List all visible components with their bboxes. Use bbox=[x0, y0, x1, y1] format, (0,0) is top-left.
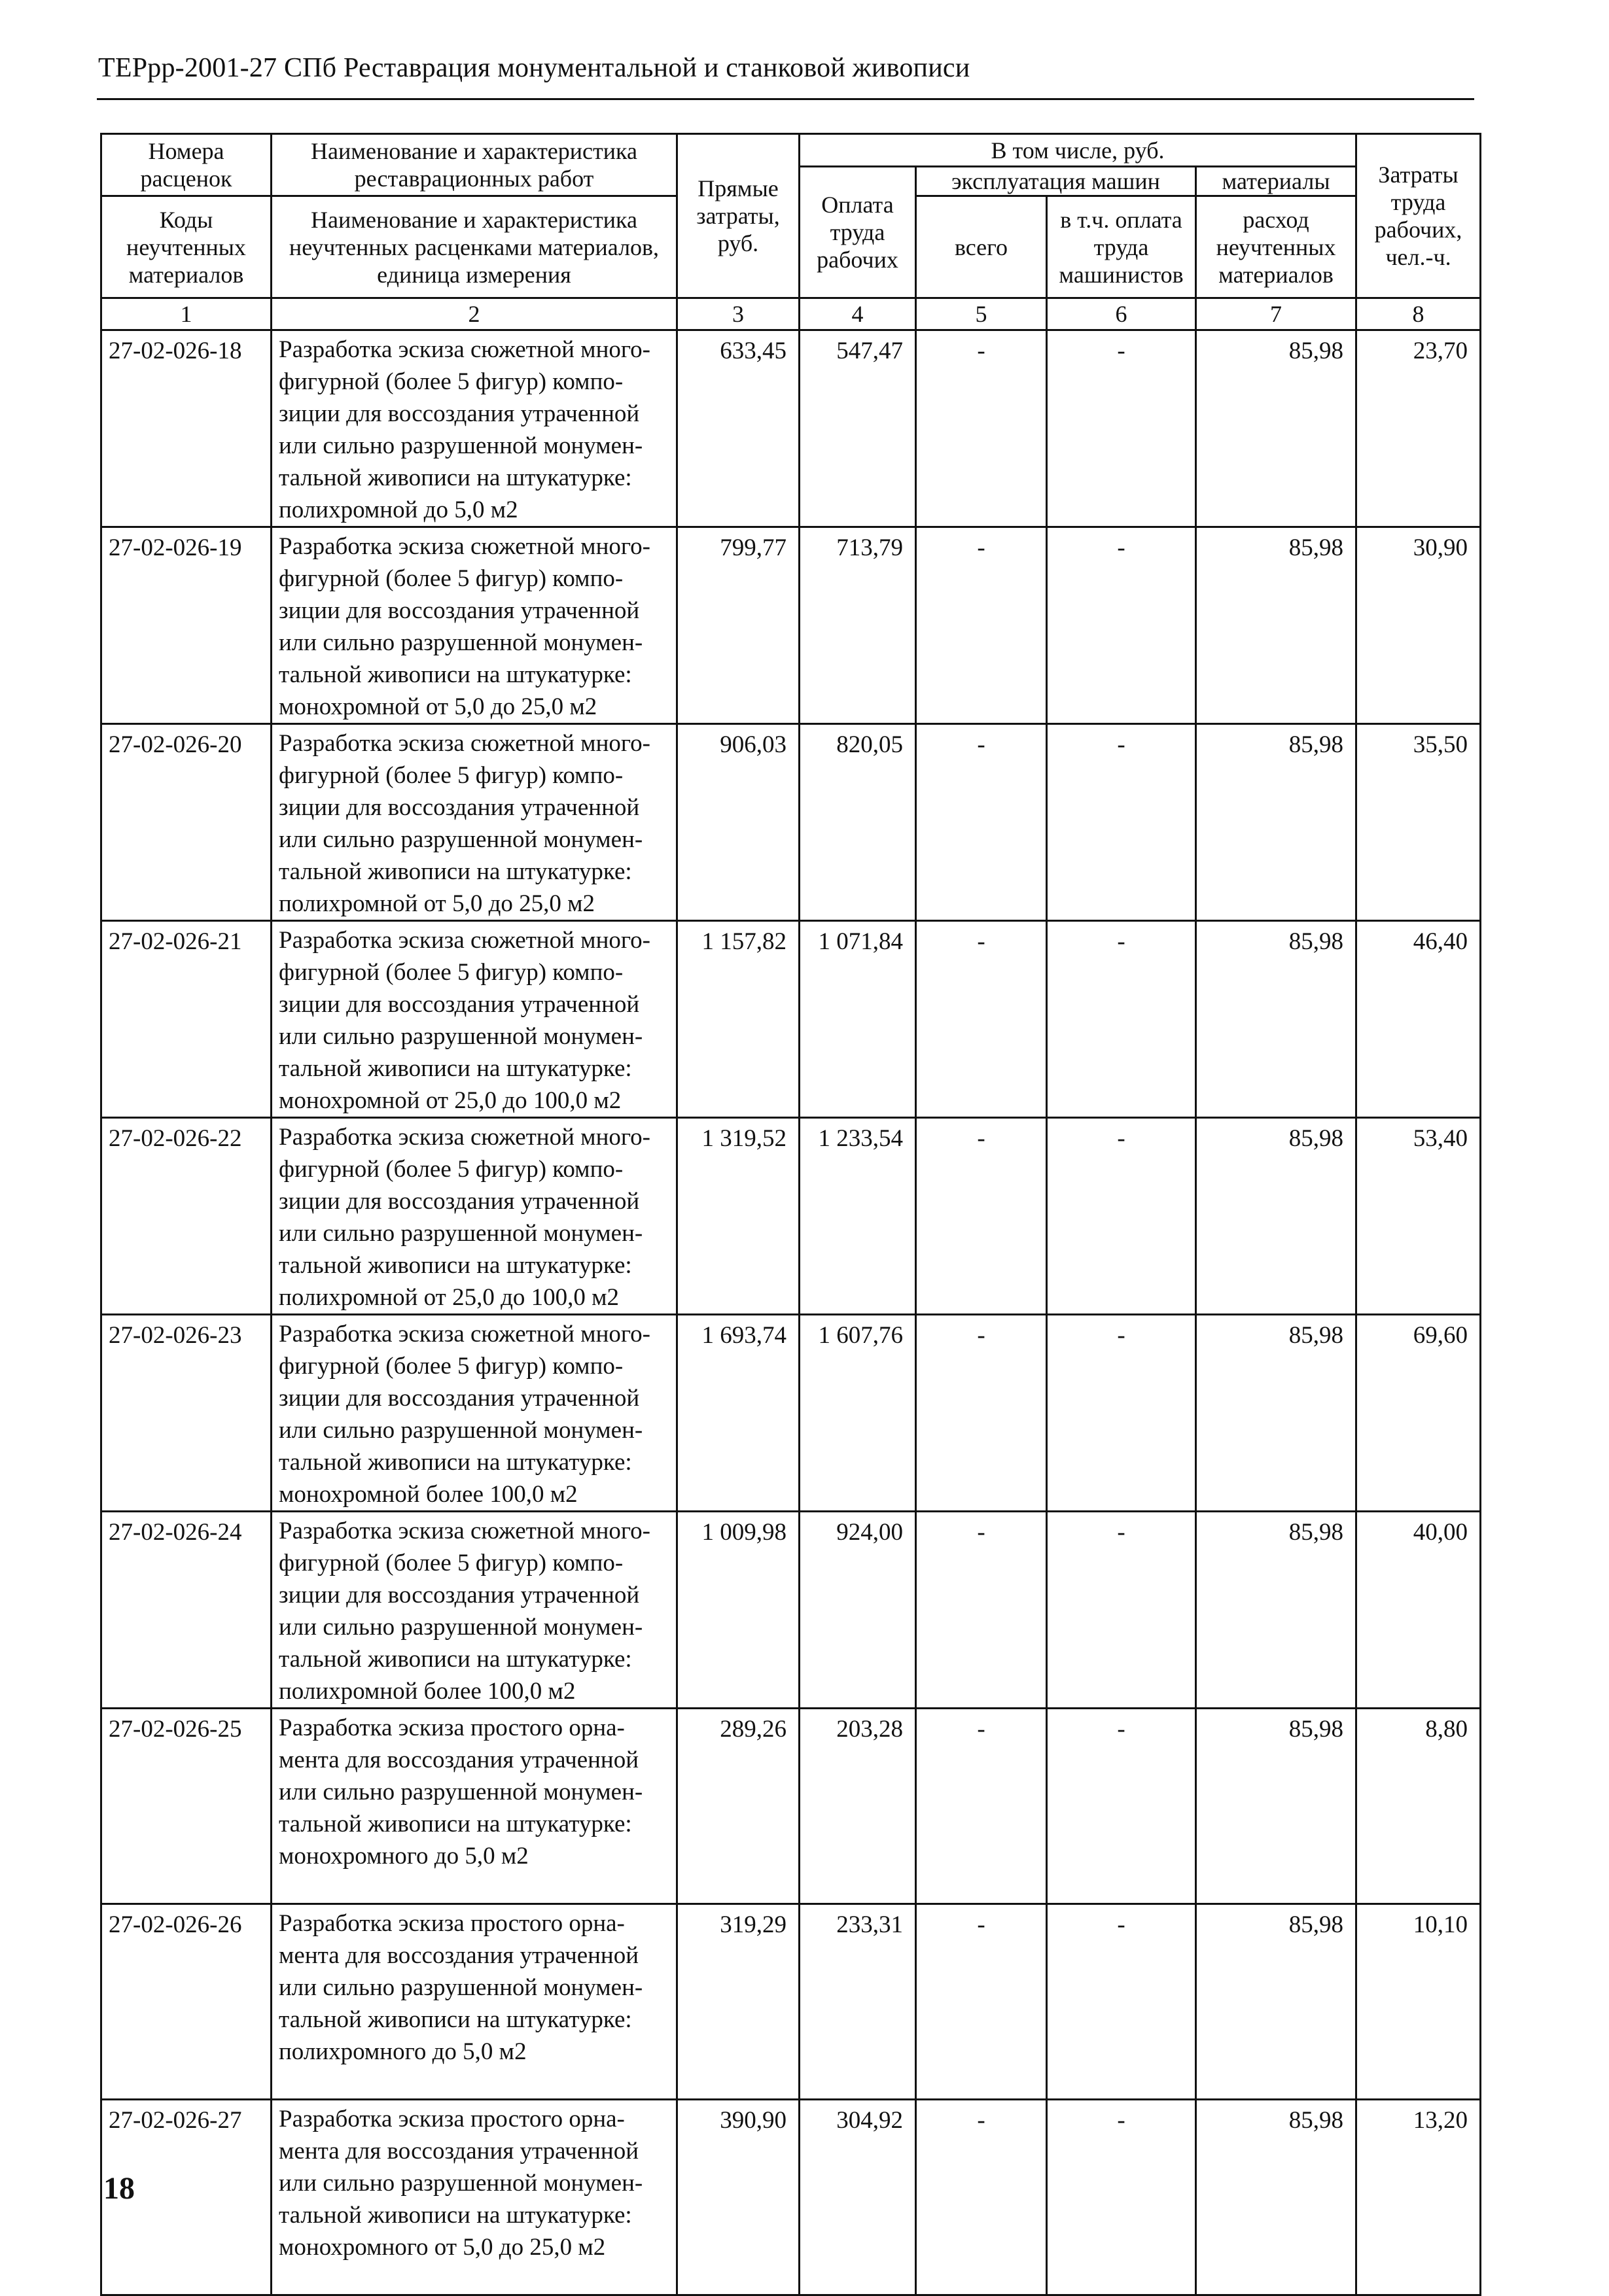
machines-total-value: - bbox=[916, 921, 1047, 1118]
labor-hours-value: 13,20 bbox=[1356, 2100, 1481, 2295]
header-workers-pay: Оплата труда рабочих bbox=[800, 167, 916, 298]
table-row bbox=[101, 527, 1481, 724]
header-divider bbox=[97, 98, 1474, 100]
column-number: 4 bbox=[800, 298, 916, 330]
table-row bbox=[101, 921, 1481, 1118]
table-row bbox=[101, 1315, 1481, 1512]
header-machinists-pay: в т.ч. оплата труда машинистов bbox=[1047, 196, 1196, 298]
workers-pay-value: 1 233,54 bbox=[800, 1118, 916, 1315]
materials-value: 85,98 bbox=[1196, 1904, 1356, 2100]
labor-hours-value: 46,40 bbox=[1356, 921, 1481, 1118]
machinists-pay-value: - bbox=[1047, 1512, 1196, 1709]
machinists-pay-value: - bbox=[1047, 921, 1196, 1118]
rate-code: 27-02-026-21 bbox=[101, 921, 272, 1118]
work-description: Разработка эскиза сюжетной много-фигурной (более 5 фигур) компо-зиции для воссоздания утраченной или сильно разрушенной монумен-тальной живописи на штукатурке: полихромной более 100,0 м2 bbox=[272, 1512, 677, 1709]
rates-table bbox=[100, 133, 1481, 2296]
machinists-pay-value: - bbox=[1047, 1315, 1196, 1512]
direct-costs-value: 289,26 bbox=[677, 1709, 800, 1904]
direct-costs-value: 1 319,52 bbox=[677, 1118, 800, 1315]
materials-value: 85,98 bbox=[1196, 1118, 1356, 1315]
direct-costs-value: 906,03 bbox=[677, 724, 800, 921]
header-labor-hours: Затраты труда рабочих, чел.-ч. bbox=[1356, 134, 1481, 298]
machines-total-value: - bbox=[916, 1118, 1047, 1315]
direct-costs-value: 319,29 bbox=[677, 1904, 800, 2100]
table-row bbox=[101, 1512, 1481, 1709]
header-direct-costs: Прямые затраты, руб. bbox=[677, 134, 800, 298]
header-work-name: Наименование и характеристика реставрационных работ bbox=[272, 134, 677, 196]
column-number: 8 bbox=[1356, 298, 1481, 330]
work-description: Разработка эскиза сюжетной много-фигурной (более 5 фигур) компо-зиции для воссоздания утраченной или сильно разрушенной монумен-тальной живописи на штукатурке: монохромной более 100,0 м2 bbox=[272, 1315, 677, 1512]
work-description: Разработка эскиза простого орна-мента для воссоздания утраченной или сильно разрушенной монумен-тальной живописи на штукатурке: монохромного до 5,0 м2 bbox=[272, 1709, 677, 1904]
machines-total-value: - bbox=[916, 1315, 1047, 1512]
labor-hours-value: 35,50 bbox=[1356, 724, 1481, 921]
rate-code: 27-02-026-26 bbox=[101, 1904, 272, 2100]
column-number: 6 bbox=[1047, 298, 1196, 330]
machines-total-value: - bbox=[916, 1904, 1047, 2100]
table-row bbox=[101, 1709, 1481, 1904]
header-materials: материалы bbox=[1196, 167, 1356, 196]
direct-costs-value: 799,77 bbox=[677, 527, 800, 724]
labor-hours-value: 10,10 bbox=[1356, 1904, 1481, 2100]
workers-pay-value: 713,79 bbox=[800, 527, 916, 724]
workers-pay-value: 304,92 bbox=[800, 2100, 916, 2295]
table-row bbox=[101, 330, 1481, 527]
materials-value: 85,98 bbox=[1196, 527, 1356, 724]
rate-code: 27-02-026-25 bbox=[101, 1709, 272, 1904]
table-body bbox=[101, 330, 1481, 2295]
column-number: 3 bbox=[677, 298, 800, 330]
workers-pay-value: 233,31 bbox=[800, 1904, 916, 2100]
work-description: Разработка эскиза простого орна-мента для воссоздания утраченной или сильно разрушенной монумен-тальной живописи на штукатурке: монохромного от 5,0 до 25,0 м2 bbox=[272, 2100, 677, 2295]
work-description: Разработка эскиза сюжетной много-фигурной (более 5 фигур) компо-зиции для воссоздания утраченной или сильно разрушенной монумен-тальной живописи на штукатурке: полихромной до 5,0 м2 bbox=[272, 330, 677, 527]
header-machine-operation: эксплуатация машин bbox=[916, 167, 1196, 196]
machinists-pay-value: - bbox=[1047, 527, 1196, 724]
table-header bbox=[101, 134, 1481, 298]
materials-value: 85,98 bbox=[1196, 1709, 1356, 1904]
machinists-pay-value: - bbox=[1047, 1904, 1196, 2100]
machines-total-value: - bbox=[916, 724, 1047, 921]
machinists-pay-value: - bbox=[1047, 1709, 1196, 1904]
materials-value: 85,98 bbox=[1196, 724, 1356, 921]
machinists-pay-value: - bbox=[1047, 1118, 1196, 1315]
labor-hours-value: 53,40 bbox=[1356, 1118, 1481, 1315]
table-row bbox=[101, 724, 1481, 921]
column-number: 7 bbox=[1196, 298, 1356, 330]
materials-value: 85,98 bbox=[1196, 921, 1356, 1118]
workers-pay-value: 1 071,84 bbox=[800, 921, 916, 1118]
work-description: Разработка эскиза сюжетной много-фигурной (более 5 фигур) компо-зиции для воссоздания утраченной или сильно разрушенной монумен-тальной живописи на штукатурке: монохромной от 5,0 до 25,0 м2 bbox=[272, 527, 677, 724]
rate-code: 27-02-026-20 bbox=[101, 724, 272, 921]
header-rate-numbers: Номера расценок bbox=[101, 134, 272, 196]
materials-value: 85,98 bbox=[1196, 1512, 1356, 1709]
direct-costs-value: 1 157,82 bbox=[677, 921, 800, 1118]
rate-code: 27-02-026-19 bbox=[101, 527, 272, 724]
workers-pay-value: 1 607,76 bbox=[800, 1315, 916, 1512]
workers-pay-value: 820,05 bbox=[800, 724, 916, 921]
machines-total-value: - bbox=[916, 1709, 1047, 1904]
column-number-row bbox=[101, 298, 1481, 330]
direct-costs-value: 633,45 bbox=[677, 330, 800, 527]
page-header-title: ТЕРрр-2001-27 СПб Реставрация монументальной и станковой живописи bbox=[98, 53, 970, 83]
workers-pay-value: 203,28 bbox=[800, 1709, 916, 1904]
materials-value: 85,98 bbox=[1196, 2100, 1356, 2295]
header-unaccounted-materials: расход неучтенных материалов bbox=[1196, 196, 1356, 298]
labor-hours-value: 40,00 bbox=[1356, 1512, 1481, 1709]
machines-total-value: - bbox=[916, 330, 1047, 527]
materials-value: 85,98 bbox=[1196, 1315, 1356, 1512]
header-material-codes: Коды неучтенных материалов bbox=[101, 196, 272, 298]
machinists-pay-value: - bbox=[1047, 2100, 1196, 2295]
page-number: 18 bbox=[103, 2171, 135, 2206]
rate-code: 27-02-026-24 bbox=[101, 1512, 272, 1709]
rate-code: 27-02-026-18 bbox=[101, 330, 272, 527]
table-row bbox=[101, 1118, 1481, 1315]
workers-pay-value: 547,47 bbox=[800, 330, 916, 527]
direct-costs-value: 1 693,74 bbox=[677, 1315, 800, 1512]
column-number: 5 bbox=[916, 298, 1047, 330]
rate-code: 27-02-026-22 bbox=[101, 1118, 272, 1315]
table-row bbox=[101, 1904, 1481, 2100]
rate-code: 27-02-026-23 bbox=[101, 1315, 272, 1512]
work-description: Разработка эскиза простого орна-мента для воссоздания утраченной или сильно разрушенной монумен-тальной живописи на штукатурке: полихромного до 5,0 м2 bbox=[272, 1904, 677, 2100]
machines-total-value: - bbox=[916, 2100, 1047, 2295]
labor-hours-value: 69,60 bbox=[1356, 1315, 1481, 1512]
materials-value: 85,98 bbox=[1196, 330, 1356, 527]
labor-hours-value: 23,70 bbox=[1356, 330, 1481, 527]
header-material-names: Наименование и характеристика неучтенных расценками материалов, единица измерения bbox=[272, 196, 677, 298]
rate-code: 27-02-026-27 bbox=[101, 2100, 272, 2295]
work-description: Разработка эскиза сюжетной много-фигурной (более 5 фигур) компо-зиции для воссоздания утраченной или сильно разрушенной монумен-тальной живописи на штукатурке: полихромной от 5,0 до 25,0 м2 bbox=[272, 724, 677, 921]
labor-hours-value: 30,90 bbox=[1356, 527, 1481, 724]
direct-costs-value: 390,90 bbox=[677, 2100, 800, 2295]
header-machines-total: всего bbox=[916, 196, 1047, 298]
machines-total-value: - bbox=[916, 1512, 1047, 1709]
work-description: Разработка эскиза сюжетной много-фигурной (более 5 фигур) компо-зиции для воссоздания утраченной или сильно разрушенной монумен-тальной живописи на штукатурке: монохромной от 25,0 до 100,0 м2 bbox=[272, 921, 677, 1118]
header-including-group: В том числе, руб. bbox=[800, 134, 1356, 167]
column-number: 2 bbox=[272, 298, 677, 330]
labor-hours-value: 8,80 bbox=[1356, 1709, 1481, 1904]
machinists-pay-value: - bbox=[1047, 724, 1196, 921]
workers-pay-value: 924,00 bbox=[800, 1512, 916, 1709]
machines-total-value: - bbox=[916, 527, 1047, 724]
direct-costs-value: 1 009,98 bbox=[677, 1512, 800, 1709]
machinists-pay-value: - bbox=[1047, 330, 1196, 527]
work-description: Разработка эскиза сюжетной много-фигурной (более 5 фигур) компо-зиции для воссоздания утраченной или сильно разрушенной монумен-тальной живописи на штукатурке: полихромной от 25,0 до 100,0 м2 bbox=[272, 1118, 677, 1315]
column-number: 1 bbox=[101, 298, 272, 330]
